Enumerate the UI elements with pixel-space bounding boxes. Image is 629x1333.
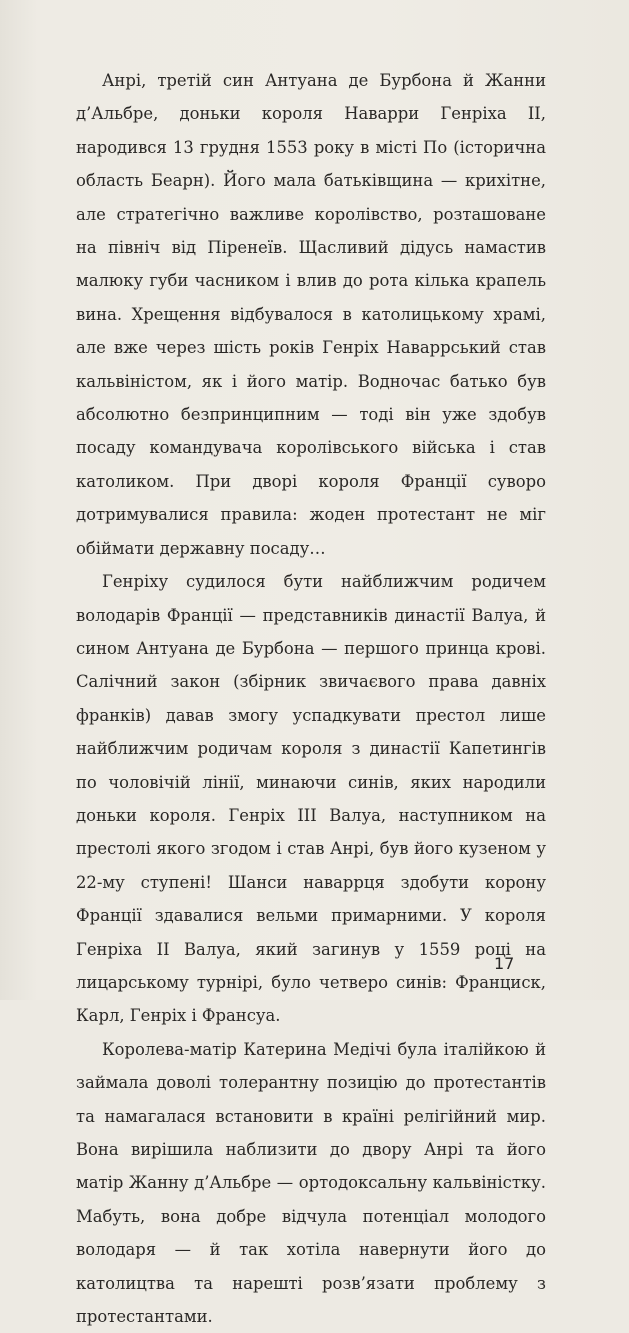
paragraph-2: Генріху судилося бути найближчим родичем володарів Франції — представників династії Валуа, й сином Антуана де Бурбона — першого принца крові. Салічний закон (збірник звичаєвого права давніх франків) давав змогу успадкувати престол лише найближчим родичам короля з династії Капетингів по чоловічій лінії, минаючи синів, яких народили доньки короля. Генріх III Валуа, наступником на престолі якого згодом і став Анрі, був його кузеном у 22-му ступені! Шанси наваррця здобути корону Франції здавалися вельми примарними. У короля Генріха II Валуа, який загинув у 1559 році на лицарському турнірі, було четверо синів: Франциск, Карл, Генріх і Франсуа. <box>76 572 546 1026</box>
page-number: 17 <box>494 954 515 973</box>
body-text <box>76 64 546 1333</box>
paragraph-1: Анрі, третій син Антуана де Бурбона й Жанни д’Альбре, доньки короля Наварри Генріха II, народився 13 грудня 1553 року в місті По (історична область Беарн). Його мала батьківщина — крихітне, але стратегічно важливе королівство, розташоване на північ від Піренеїв. Щасливий дідусь намастив малюку губи часником і влив до рота кілька крапель вина. Хрещення відбувалося в католицькому храмі, але вже через шість років Генріх Наваррський став кальвіністом, як і його матір. Водночас батько був абсолютно безпринципним — тоді він уже здобув посаду командувача королівського війська і став католиком. При дворі короля Франції суворо дотримувалися правила: жоден протестант не міг обіймати державну посаду… <box>76 71 546 558</box>
paragraph-3: Королева-матір Катерина Медічі була італійкою й займала доволі толерантну позицію до протестантів та намагалася встановити в країні релігійний мир. Вона вирішила наблизити до двору Анрі та його матір Жанну д’Альбре — ортодоксальну кальвіністку. Мабуть, вона добре відчула потенціал молодого володаря — й так хотіла навернути його до католицтва та нарешті розв’язати проблему з протестантами. <box>76 1039 546 1327</box>
